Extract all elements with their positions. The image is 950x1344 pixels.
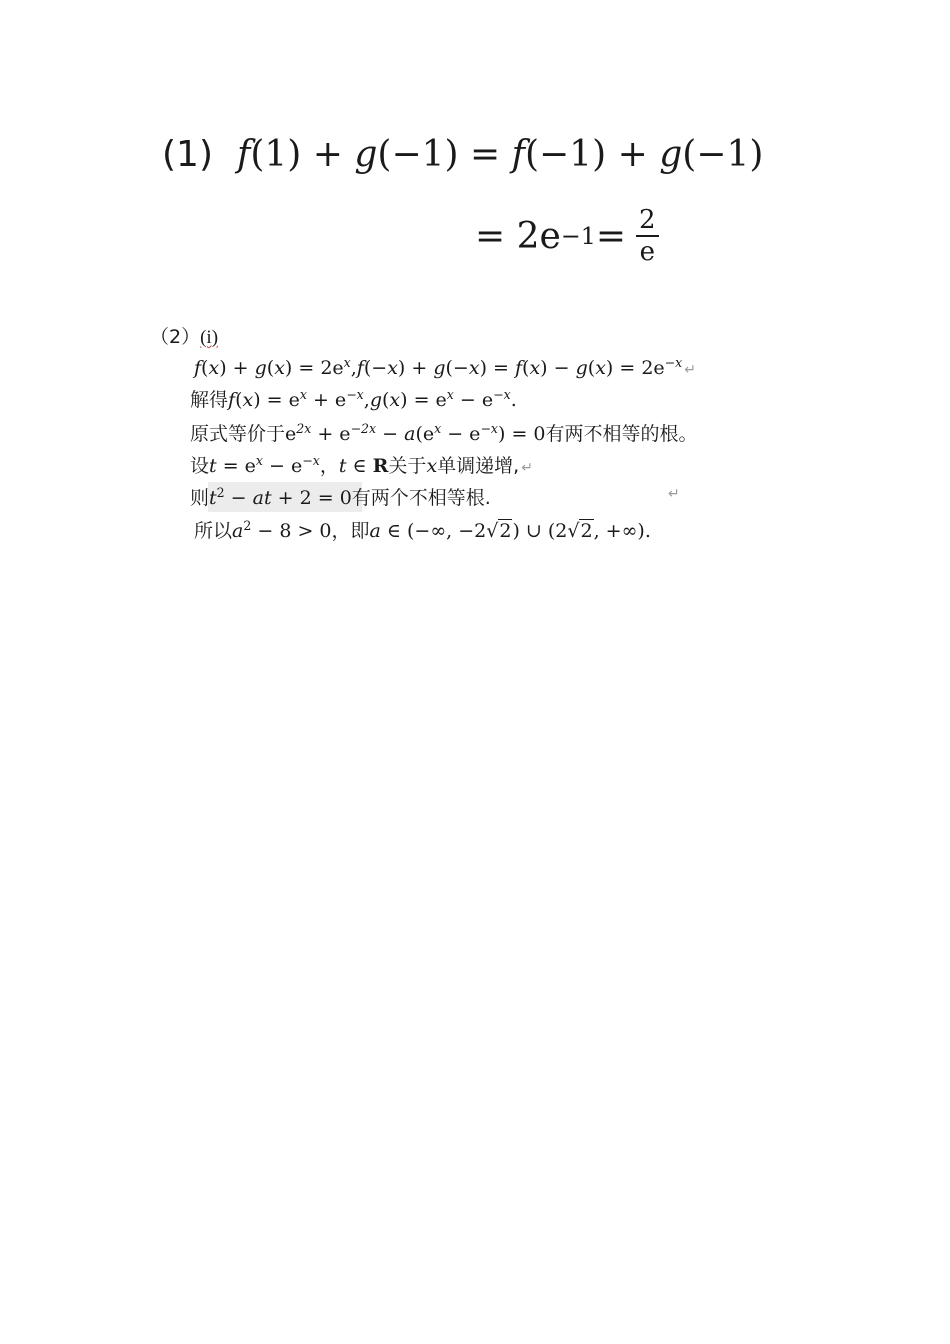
part1-equation-line2: = 2e −1 = $\frac{2}{e}$ — [475, 205, 659, 267]
math-token: ) = 2e — [605, 357, 665, 379]
math-token: (− — [363, 357, 388, 379]
math-token: f — [356, 357, 364, 379]
math-token: 设 — [190, 455, 210, 477]
math-token: ( — [522, 357, 530, 379]
part1-label: (1) — [162, 134, 213, 175]
math-token: a — [404, 423, 416, 445]
math-token: , — [350, 357, 357, 379]
symbol-f: f — [511, 134, 525, 175]
math-token: − — [376, 423, 405, 445]
solution-line-6 — [194, 517, 651, 545]
return-mark: ↵ — [668, 486, 680, 502]
math-token: 有两个不相等根. — [351, 487, 491, 509]
math-token: g — [575, 357, 588, 379]
math-token: ) = 0 — [498, 423, 546, 445]
math-token: ∈ — [346, 455, 373, 477]
math-token: ( — [235, 389, 243, 411]
math-token: −2x — [350, 421, 377, 437]
result-prefix: = 2e — [475, 215, 561, 257]
math-token: x — [274, 357, 285, 379]
math-token: ) ∪ (2√ — [512, 520, 580, 542]
math-token: ) = e — [400, 389, 447, 411]
math-token: a — [232, 520, 244, 542]
math-token: ) = e — [253, 389, 300, 411]
math-token: ，即 — [331, 520, 370, 542]
symbol-g: g — [659, 134, 683, 175]
return-mark: ↵ — [521, 460, 533, 476]
math-token: t — [209, 455, 217, 477]
math-token: ( — [266, 357, 275, 379]
math-token: x — [343, 355, 351, 371]
math-token: + 2 = 0 — [271, 487, 352, 509]
math-token: 2 — [499, 520, 512, 542]
symbol-f: f — [237, 134, 251, 175]
math-token: e — [285, 423, 297, 445]
math-token: −x — [480, 421, 499, 437]
math-token: x — [434, 421, 442, 437]
math-token: − e — [262, 455, 303, 477]
math-token: ) = 2e — [284, 357, 344, 379]
equals: = — [595, 215, 627, 257]
part2-number: （2） — [150, 326, 201, 348]
solution-line-3 — [190, 420, 698, 448]
math-token: − e — [441, 423, 481, 445]
math-token: + e — [311, 423, 351, 445]
solution-line-1 — [194, 354, 696, 384]
math-token: g — [369, 389, 382, 411]
math-token: ) − — [540, 357, 576, 379]
math-token: . — [510, 389, 517, 411]
math-token: −x — [302, 453, 320, 469]
math-token: (e — [415, 423, 435, 445]
math-token: x — [426, 455, 438, 477]
math-token: 关于 — [388, 455, 427, 477]
math-token: x — [446, 387, 454, 403]
fraction-numerator: 2 — [636, 205, 659, 237]
math-token: x — [595, 357, 606, 379]
math-token: f — [228, 389, 236, 411]
math-token: −x — [346, 387, 364, 403]
part2-label — [150, 322, 218, 349]
text: (−1) — [682, 134, 764, 175]
text: (1) + — [250, 134, 355, 175]
math-token: f — [194, 357, 202, 379]
math-token: − 8 > 0 — [251, 520, 332, 542]
math-token: at — [252, 487, 272, 509]
text: (−1) + — [524, 134, 660, 175]
symbol-g: g — [354, 134, 378, 175]
math-token: R — [372, 455, 389, 477]
math-token: x — [387, 357, 398, 379]
math-token: ( — [587, 357, 596, 379]
math-token: x — [242, 389, 254, 411]
math-token: g — [433, 357, 446, 379]
math-token: ) = — [479, 357, 515, 379]
fraction — [636, 205, 659, 267]
math-token: ∈ (−∞, −2√ — [380, 520, 499, 542]
math-token: , — [363, 389, 370, 411]
math-token: − — [224, 487, 253, 509]
math-token: g — [254, 357, 267, 379]
math-token: f — [514, 357, 523, 379]
math-token: + e — [306, 389, 347, 411]
return-mark: ↵ — [684, 362, 696, 378]
math-token: 2 — [216, 485, 225, 501]
math-token: x — [299, 387, 307, 403]
solution-line-4 — [190, 452, 533, 482]
math-token: x — [389, 389, 401, 411]
math-token: a — [369, 520, 381, 542]
fraction-denominator: e — [639, 237, 655, 267]
solution-line-5 — [190, 484, 491, 512]
math-token: x — [468, 357, 480, 379]
math-token: 2 — [243, 518, 252, 534]
math-token: 所以 — [194, 520, 233, 542]
math-token: ( — [381, 389, 390, 411]
math-token: x — [208, 357, 220, 379]
math-token: x — [255, 453, 263, 469]
math-token: 则 — [190, 487, 210, 509]
math-token: ， — [319, 455, 339, 477]
math-token: ) + — [219, 357, 255, 379]
text: (−1) = — [377, 134, 512, 175]
math-token: 有两不相等的根。 — [545, 423, 698, 445]
math-token: 2x — [296, 421, 312, 437]
math-token: ( — [201, 357, 209, 379]
math-token: 原式等价于 — [190, 423, 286, 445]
part1-equation-line1 — [162, 130, 763, 180]
math-token: , +∞). — [593, 520, 651, 542]
math-token: − e — [453, 389, 494, 411]
math-token: = e — [216, 455, 256, 477]
math-token: 单调递增, — [437, 455, 520, 477]
part2-subpart: (i) — [200, 327, 219, 348]
math-token: ) + — [397, 357, 434, 379]
math-token: t — [209, 487, 217, 509]
math-token: −x — [664, 355, 683, 371]
math-token: (− — [445, 357, 469, 379]
math-token: t — [338, 455, 347, 477]
math-token: 解得 — [190, 389, 229, 411]
solution-line-2 — [190, 386, 517, 414]
math-token: 2 — [580, 520, 593, 542]
math-token: −x — [493, 387, 511, 403]
math-token: x — [529, 357, 541, 379]
